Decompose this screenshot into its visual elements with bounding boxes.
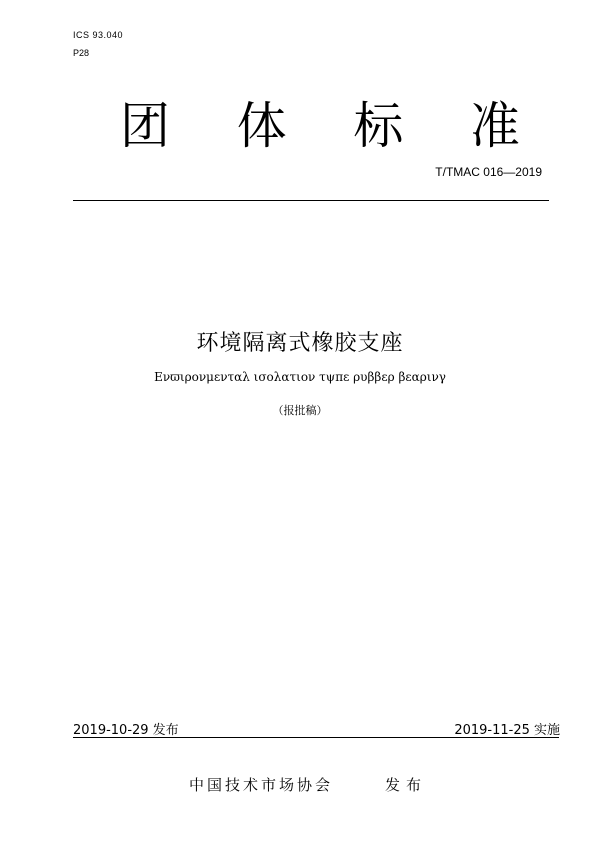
issue-date: 2019-10-29 发布: [73, 723, 179, 738]
publisher-name: 中国技术市场协会: [189, 776, 334, 794]
ics-code: ICS 93.040: [73, 30, 124, 40]
document-type-char: 准: [469, 97, 520, 155]
document-type-char: 标: [353, 97, 404, 155]
top-divider: [73, 200, 549, 201]
bottom-divider: [73, 737, 559, 738]
document-title-en: Ενϖιρονμενταλ ισολατιον τψπε ρυββερ βεαρινγ: [154, 370, 446, 384]
standard-number: T/TMAC 016—2019: [435, 165, 542, 179]
document-title-cn: 环境隔离式橡胶支座: [196, 331, 404, 356]
classification-code: P28: [73, 48, 90, 58]
document-type-heading: [120, 96, 520, 156]
publish-label: 发布: [385, 776, 428, 794]
implementation-date: 2019-11-25 实施: [454, 723, 560, 738]
document-type-char: 团: [120, 97, 170, 155]
document-type-char: 体: [236, 97, 287, 155]
draft-status: （报批稿）: [272, 404, 328, 417]
